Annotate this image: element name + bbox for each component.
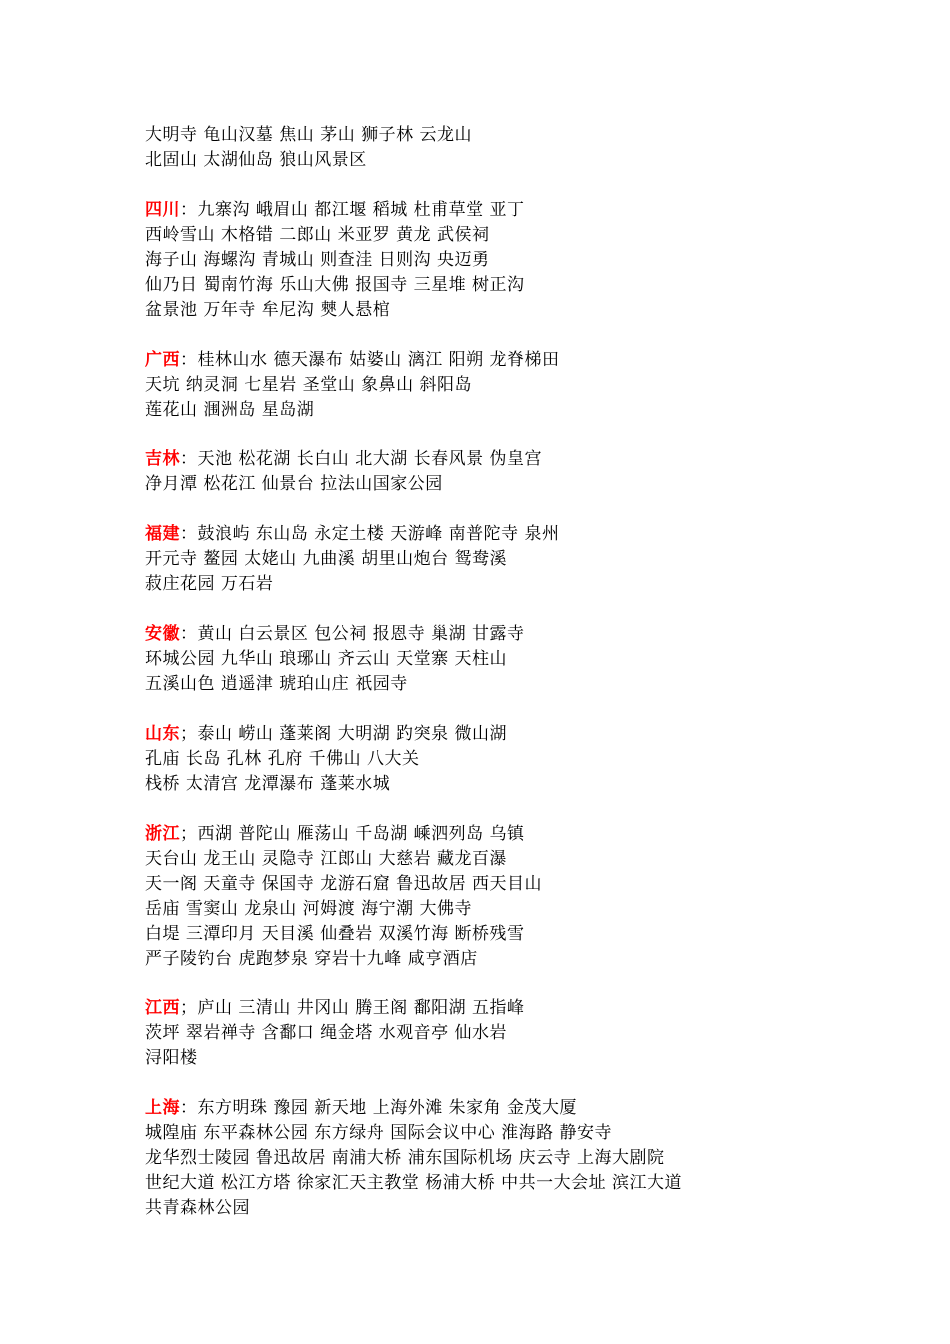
attraction-line: 环城公园 九华山 琅琊山 齐云山 天堂寨 天柱山 [145, 648, 508, 669]
province-block-fujian [145, 522, 925, 597]
province-block-jilin [145, 447, 925, 497]
attraction-list: 桂林山水 德天瀑布 姑婆山 漓江 阳朔 龙脊梯田 [197, 349, 560, 370]
attraction-list: 九寨沟 峨眉山 都江堰 稻城 杜甫草堂 亚丁 [197, 199, 525, 220]
attraction-line [145, 447, 925, 472]
attraction-line [145, 622, 925, 647]
attraction-line: 天一阁 天童寺 保国寺 龙游石窟 鲁迅故居 西天目山 [145, 873, 543, 894]
province-block-guangxi [145, 348, 925, 423]
attraction-line: 净月潭 松花江 仙景台 拉法山国家公园 [145, 474, 443, 495]
attraction-line: 共青森林公园 [145, 1198, 250, 1219]
province-heading: 江西 [145, 998, 180, 1019]
province-separator: ； [180, 723, 198, 744]
province-heading: 上海 [145, 1098, 180, 1119]
attraction-line: 严子陵钓台 虎跑梦泉 穿岩十九峰 咸亨酒店 [145, 948, 478, 969]
attraction-line [145, 1096, 925, 1121]
attraction-line: 城隍庙 东平森林公园 东方绿舟 国际会议中心 淮海路 静安寺 [145, 1123, 613, 1144]
block-spacer [145, 1071, 925, 1096]
attraction-line: 大明寺 龟山汉墓 焦山 茅山 狮子林 云龙山 [145, 125, 473, 145]
province-block-anhui [145, 622, 925, 697]
province-block-jiangxi [145, 996, 925, 1071]
block-spacer [145, 972, 925, 997]
attraction-line: 茨坪 翠岩禅寺 含鄱口 绳金塔 水观音亭 仙水岩 [145, 1023, 508, 1044]
block-spacer [145, 597, 925, 622]
attraction-line: 仙乃日 蜀南竹海 乐山大佛 报国寺 三星堆 树正沟 [145, 274, 525, 295]
province-heading: 广西 [145, 349, 180, 370]
attraction-line: 白堤 三潭印月 天目溪 仙叠岩 双溪竹海 断桥残雪 [145, 923, 525, 944]
attraction-line: 世纪大道 松江方塔 徐家汇天主教堂 杨浦大桥 中共一大会址 滨江大道 [145, 1173, 683, 1194]
attraction-list: 东方明珠 豫园 新天地 上海外滩 朱家角 金茂大厦 [197, 1098, 578, 1119]
attraction-line: 栈桥 太清宫 龙潭瀑布 蓬莱水城 [145, 773, 391, 794]
attraction-line: 开元寺 鳌园 太姥山 九曲溪 胡里山炮台 鸳鸯溪 [145, 549, 508, 570]
attraction-line: 菽庄花园 万石岩 [145, 574, 274, 595]
attraction-list: 黄山 白云景区 包公祠 报恩寺 巢湖 甘露寺 [197, 623, 525, 644]
block-spacer [145, 323, 925, 348]
province-separator: ； [180, 998, 198, 1019]
attraction-line: 天坑 纳灵洞 七星岩 圣堂山 象鼻山 斜阳岛 [145, 374, 473, 395]
attraction-line: 孔庙 长岛 孔林 孔府 千佛山 八大关 [145, 748, 420, 769]
attraction-line: 浔阳楼 [145, 1048, 198, 1069]
attraction-line: 龙华烈士陵园 鲁迅故居 南浦大桥 浦东国际机场 庆云寺 上海大剧院 [145, 1148, 665, 1169]
attraction-line [145, 198, 925, 223]
attraction-line: 莲花山 涠洲岛 星岛湖 [145, 399, 315, 420]
province-heading: 吉林 [145, 449, 180, 470]
block-spacer [145, 797, 925, 822]
province-heading: 福建 [145, 524, 180, 545]
attraction-line: 天台山 龙王山 灵隐寺 江郎山 大慈岩 藏龙百瀑 [145, 848, 508, 869]
province-separator: ： [180, 623, 198, 644]
attraction-line [145, 822, 925, 847]
province-separator: ； [180, 823, 198, 844]
province-separator: ： [180, 349, 198, 370]
attraction-line: 盆景池 万年寺 牟尼沟 僰人悬棺 [145, 299, 391, 320]
province-block-shanghai [145, 1096, 925, 1221]
attraction-line: 西岭雪山 木格错 二郎山 米亚罗 黄龙 武侯祠 [145, 224, 490, 245]
attraction-line: 海子山 海螺沟 青城山 则查洼 日则沟 央迈勇 [145, 249, 490, 270]
province-block-zhejiang [145, 822, 925, 972]
attraction-list: 鼓浪屿 东山岛 永定土楼 天游峰 南普陀寺 泉州 [197, 524, 560, 545]
block-spacer [145, 423, 925, 448]
province-heading: 山东 [145, 723, 180, 744]
attraction-list: 庐山 三清山 井冈山 腾王阁 鄱阳湖 五指峰 [197, 998, 525, 1019]
document-page [145, 123, 925, 1221]
province-block-shandong [145, 722, 925, 797]
attraction-line [145, 522, 925, 547]
attraction-line [145, 348, 925, 373]
province-block-sichuan [145, 198, 925, 323]
attraction-line: 北固山 太湖仙岛 狼山风景区 [145, 150, 367, 170]
province-separator: ： [180, 524, 198, 545]
attraction-list: 天池 松花湖 长白山 北大湖 长春风景 伪皇宫 [197, 449, 543, 470]
attraction-line: 岳庙 雪窦山 龙泉山 河姆渡 海宁潮 大佛寺 [145, 898, 473, 919]
block-spacer [145, 173, 925, 198]
block-spacer [145, 697, 925, 722]
attraction-list: 西湖 普陀山 雁荡山 千岛湖 嵊泗列岛 乌镇 [197, 823, 525, 844]
province-heading: 安徽 [145, 623, 180, 644]
block-spacer [145, 497, 925, 522]
attraction-block-continued [145, 123, 925, 173]
province-heading: 四川 [145, 199, 180, 220]
attraction-line [145, 996, 925, 1021]
province-separator: ： [180, 199, 198, 220]
province-heading: 浙江 [145, 823, 180, 844]
attraction-list: 泰山 崂山 蓬莱阁 大明湖 趵突泉 微山湖 [197, 723, 508, 744]
province-separator: ： [180, 1098, 198, 1119]
province-separator: ： [180, 449, 198, 470]
attraction-line [145, 722, 925, 747]
attraction-line: 五溪山色 逍遥津 琥珀山庄 祇园寺 [145, 673, 408, 694]
